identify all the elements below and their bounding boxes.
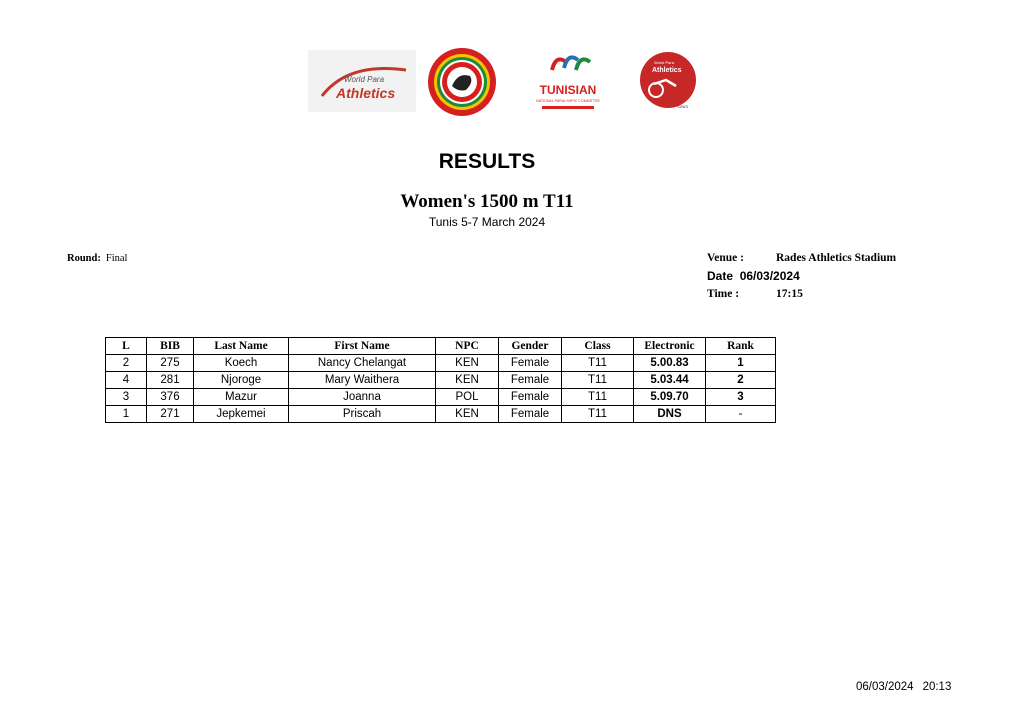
world-para-athletics-logo bbox=[308, 50, 416, 112]
lane-cell: 1 bbox=[106, 406, 147, 423]
time-label: Time : bbox=[707, 288, 740, 300]
class-cell: T11 bbox=[562, 406, 634, 423]
footer-date: 06/03/2024 bbox=[856, 681, 914, 693]
venue-value: Rades Athletics Stadium bbox=[776, 252, 897, 264]
electronic-time-cell: 5.09.70 bbox=[634, 389, 706, 406]
svg-text:TUNIS: TUNIS bbox=[676, 104, 688, 109]
gender-cell: Female bbox=[499, 372, 562, 389]
column-header-npc: NPC bbox=[436, 338, 499, 355]
column-header-bib: BIB bbox=[147, 338, 194, 355]
svg-text:Athletics: Athletics bbox=[652, 67, 682, 74]
time-info bbox=[707, 288, 857, 300]
svg-text:World Para: World Para bbox=[344, 75, 385, 84]
bib-cell: 376 bbox=[147, 389, 194, 406]
column-header-first-name: First Name bbox=[289, 338, 436, 355]
electronic-time-cell: 5.03.44 bbox=[634, 372, 706, 389]
print-timestamp bbox=[856, 681, 951, 693]
column-header-last-name: Last Name bbox=[194, 338, 289, 355]
lane-cell: 4 bbox=[106, 372, 147, 389]
lane-cell: 2 bbox=[106, 355, 147, 372]
column-header-lane: L bbox=[106, 338, 147, 355]
npc-cell: KEN bbox=[436, 372, 499, 389]
venue-label: Venue : bbox=[707, 252, 744, 264]
lane-cell: 3 bbox=[106, 389, 147, 406]
event-logo bbox=[636, 50, 704, 114]
date-label: Date bbox=[707, 269, 734, 283]
round-label: Round: bbox=[67, 253, 101, 264]
first-name-cell: Nancy Chelangat bbox=[289, 355, 436, 372]
first-name-cell: Mary Waithera bbox=[289, 372, 436, 389]
column-header-rank: Rank bbox=[706, 338, 776, 355]
rank-cell: 3 bbox=[706, 389, 776, 406]
venue-info bbox=[707, 252, 957, 264]
tunisian-paralympic-logo bbox=[532, 48, 604, 116]
class-cell: T11 bbox=[562, 389, 634, 406]
svg-text:Athletics: Athletics bbox=[336, 85, 396, 101]
electronic-time-cell: DNS bbox=[634, 406, 706, 423]
table-row bbox=[106, 355, 776, 372]
rank-cell: 2 bbox=[706, 372, 776, 389]
last-name-cell: Njoroge bbox=[194, 372, 289, 389]
time-value: 17:15 bbox=[776, 288, 803, 300]
svg-text:NATIONAL PARALYMPIC COMMITTEE: NATIONAL PARALYMPIC COMMITTEE bbox=[536, 99, 600, 103]
table-row bbox=[106, 372, 776, 389]
column-header-gender: Gender bbox=[499, 338, 562, 355]
event-subtitle: Tunis 5-7 March 2024 bbox=[428, 215, 546, 229]
last-name-cell: Mazur bbox=[194, 389, 289, 406]
svg-text:TUNISIAN: TUNISIAN bbox=[539, 83, 597, 97]
page-title: RESULTS bbox=[438, 150, 536, 173]
gender-cell: Female bbox=[499, 406, 562, 423]
round-value: Final bbox=[105, 253, 128, 264]
bib-cell: 275 bbox=[147, 355, 194, 372]
bib-cell: 281 bbox=[147, 372, 194, 389]
rank-cell: - bbox=[706, 406, 776, 423]
date-info bbox=[707, 269, 800, 283]
logo-strip bbox=[300, 44, 720, 120]
rank-cell: 1 bbox=[706, 355, 776, 372]
gender-cell: Female bbox=[499, 389, 562, 406]
results-table bbox=[105, 337, 776, 423]
column-header-electronic: Electronic bbox=[634, 338, 706, 355]
column-header-class: Class bbox=[562, 338, 634, 355]
class-cell: T11 bbox=[562, 355, 634, 372]
npc-cell: POL bbox=[436, 389, 499, 406]
bib-cell: 271 bbox=[147, 406, 194, 423]
federation-emblem-logo bbox=[426, 46, 498, 118]
first-name-cell: Priscah bbox=[289, 406, 436, 423]
npc-cell: KEN bbox=[436, 355, 499, 372]
table-row bbox=[106, 406, 776, 423]
table-row bbox=[106, 389, 776, 406]
npc-cell: KEN bbox=[436, 406, 499, 423]
footer-time: 20:13 bbox=[922, 681, 952, 693]
first-name-cell: Joanna bbox=[289, 389, 436, 406]
last-name-cell: Koech bbox=[194, 355, 289, 372]
class-cell: T11 bbox=[562, 372, 634, 389]
last-name-cell: Jepkemei bbox=[194, 406, 289, 423]
round-info bbox=[67, 253, 127, 264]
gender-cell: Female bbox=[499, 355, 562, 372]
svg-text:World Para: World Para bbox=[654, 60, 674, 65]
electronic-time-cell: 5.00.83 bbox=[634, 355, 706, 372]
date-value: 06/03/2024 bbox=[739, 269, 800, 283]
table-header-row bbox=[106, 338, 776, 355]
event-name: Women's 1500 m T11 bbox=[400, 191, 574, 212]
